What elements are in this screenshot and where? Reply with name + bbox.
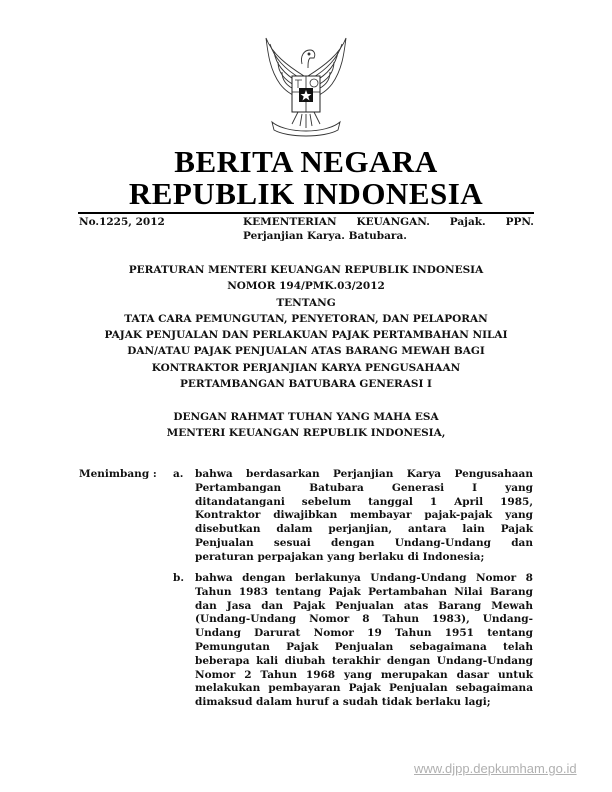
text-line: Pemungutan Pajak Penjualan sebagaimana telah — [195, 640, 533, 653]
header-divider — [78, 212, 534, 214]
desc-word: Pajak. — [449, 216, 486, 228]
text-line: Undang Darurat Nomor 19 Tahun 1951 tentang — [195, 627, 533, 640]
text-line: beberapa kali diubah terakhir dengan Undang-Undang — [195, 654, 533, 667]
item-letter-b: b. — [173, 572, 184, 584]
regulation-line: PERATURAN MENTERI KEUANGAN REPUBLIK INDONESIA — [128, 264, 484, 276]
regulation-subject: PAJAK PENJUALAN DAN PERLAKUAN PAJAK PERTAMBAHAN NILAI — [104, 329, 508, 342]
regulation-subject: KONTRAKTOR PERJANJIAN KARYA PENGUSAHAAN — [151, 361, 461, 374]
text-line: Penjualan sesuai dengan Undang-Undang dan — [195, 536, 533, 549]
regulation-subject: PERTAMBANGAN BATUBARA GENERASI I — [180, 378, 432, 391]
preamble-line: DENGAN RAHMAT TUHAN YANG MAHA ESA — [173, 411, 439, 423]
text-line: (Undang-Undang Nomor 8 Tahun 1983), Undang- — [195, 613, 533, 626]
text-line: Tahun 1983 tentang Pajak Pertambahan Nilai Barang — [195, 585, 533, 598]
text-line: peraturan perpajakan yang berlaku di Indonesia; — [195, 550, 485, 563]
publication-description — [243, 216, 534, 243]
text-line: dimaksud dalam huruf a sudah tidak berlaku lagi; — [195, 696, 491, 709]
text-line: ditandatangani sebelum tanggal 1 April 1985, — [195, 495, 533, 508]
regulation-subject: DAN/ATAU PAJAK PENJUALAN ATAS BARANG MEWAH BAGI — [127, 345, 485, 358]
desc-word: KEMENTERIAN — [243, 216, 337, 228]
text-line: disebutkan dalam perjanjian, antara lain Pajak — [195, 523, 533, 536]
preamble-line: MENTERI KEUANGAN REPUBLIK INDONESIA, — [166, 427, 446, 440]
desc-word: KEUANGAN. — [356, 216, 430, 228]
text-line: dan Jasa dan Pajak Penjualan atas Barang Mewah — [195, 599, 533, 612]
regulation-subject: TATA CARA PEMUNGUTAN, PENYETORAN, DAN PELAPORAN — [124, 312, 488, 325]
considering-label: Menimbang : — [79, 468, 157, 480]
item-letter-a: a. — [173, 468, 184, 480]
regulation-number: NOMOR 194/PMK.03/2012 — [227, 280, 385, 293]
preamble-block — [80, 409, 532, 442]
text-line: bahwa berdasarkan Perjanjian Karya Pengusahaan — [195, 468, 533, 480]
garuda-emblem-icon — [258, 36, 354, 140]
text-line: Nomor 2 Tahun 1968 yang merupakan dasar untuk — [195, 668, 533, 681]
publication-number: No.1225, 2012 — [79, 216, 165, 228]
text-line: Pertambangan Batubara Generasi I yang — [195, 481, 533, 494]
source-website-link[interactable]: www.djpp.depkumham.go.id — [414, 761, 577, 776]
publication-subtitle: REPUBLIK INDONESIA — [128, 176, 484, 211]
text-line: Kontraktor diwajibkan membayar pajak-pajak yang — [195, 509, 533, 522]
considering-item-a — [195, 468, 533, 565]
regulation-title-block — [80, 262, 532, 392]
text-line: melakukan pembayaran Pajak Penjualan sebagaimana — [195, 682, 533, 695]
desc-word: PPN. — [505, 216, 534, 228]
text-line: bahwa dengan berlakunya Undang-Undang Nomor 8 — [195, 572, 533, 584]
regulation-line: TENTANG — [276, 296, 336, 309]
desc-line-2: Perjanjian Karya. Batubara. — [243, 229, 407, 242]
publication-title: BERITA NEGARA — [174, 144, 438, 179]
considering-item-b — [195, 572, 533, 710]
